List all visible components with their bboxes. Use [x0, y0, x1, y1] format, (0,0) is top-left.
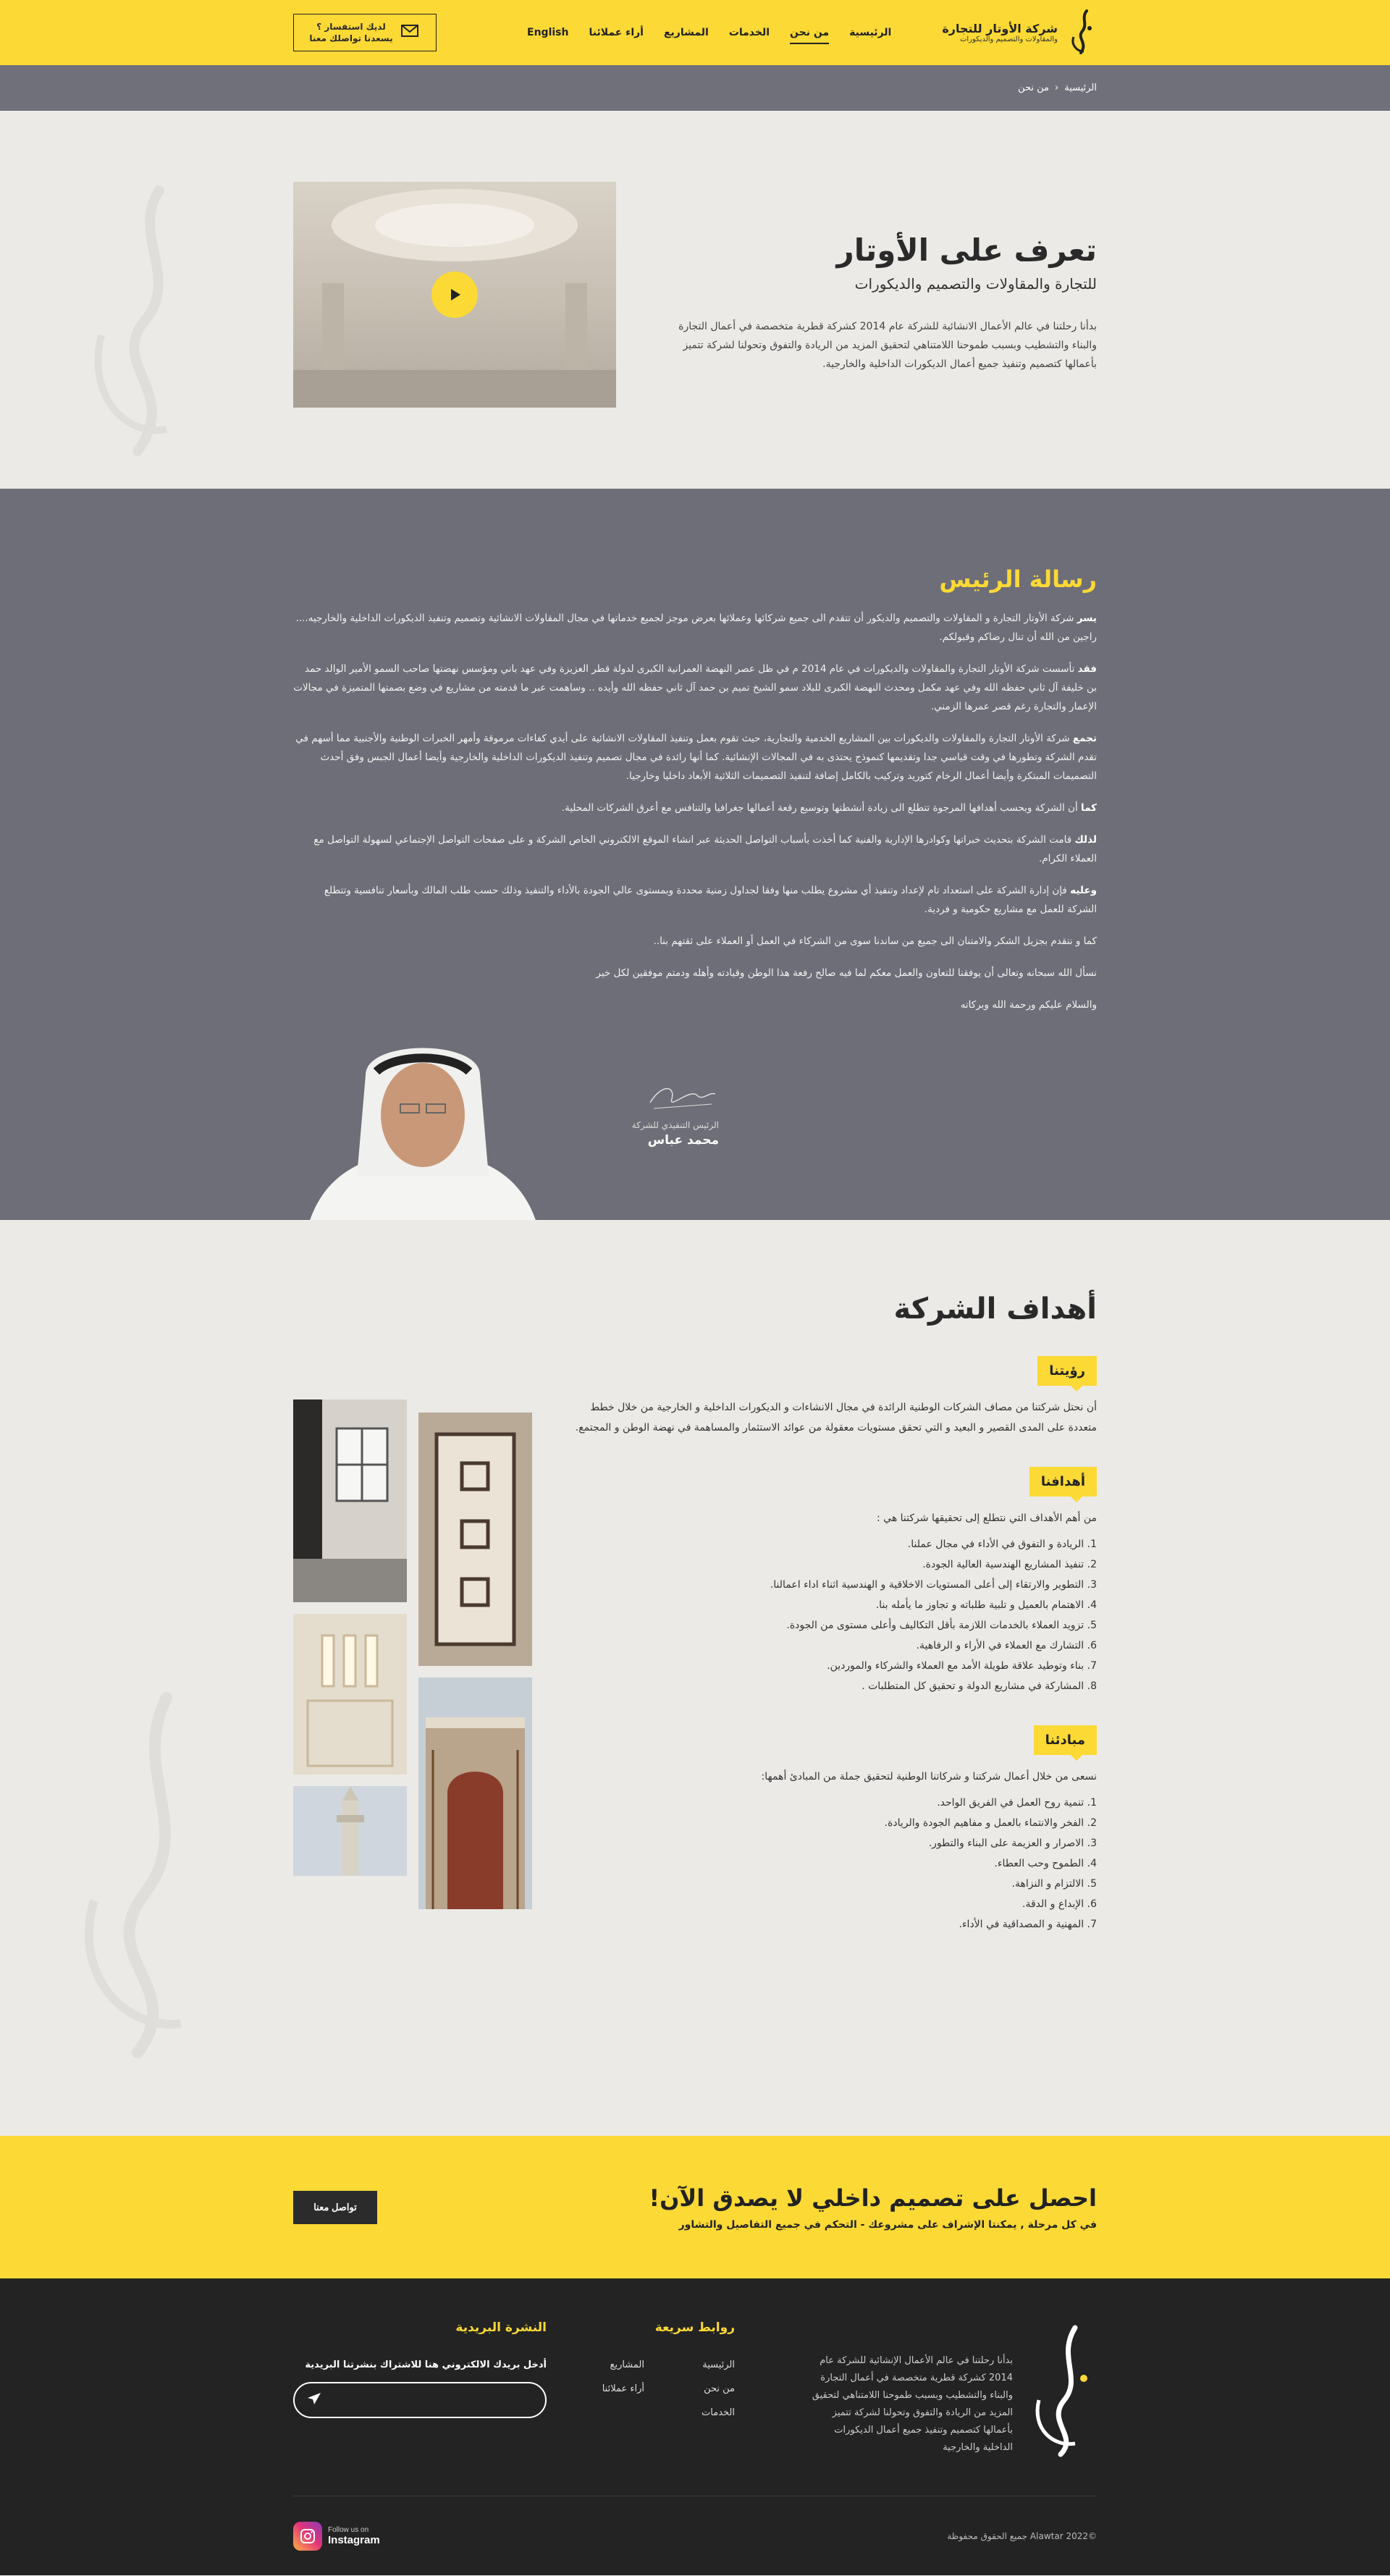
copyright-text: ©2022 Alawtar جميع الحقوق محفوظة	[947, 2530, 1097, 2541]
chairman-paragraph: لذلك قامت الشركة بتحديث خبراتها وكوادرها الإدارية والفنية كما أخذت بأسباب التواصل الحديثة عبر انشاء الموقع الالكتروني الخاص الشركة و على صفحات التواصل الإجتماعي لسهولة التواصل مع العملاء الكرام.	[313, 834, 1097, 864]
instagram-link[interactable]	[293, 2522, 380, 2551]
objectives-intro: من أهم الأهداف التي نتطلع إلى تحقيقها شركتنا هي :	[876, 1512, 1097, 1524]
chairman-paragraph: كما و نتقدم بجزيل الشكر والامتنان الى جميع من ساندنا سوى من الشركاء في العمل أو العملاء على ثقتهم بنا..	[653, 935, 1097, 947]
chairman-photo	[293, 1032, 552, 1220]
list-item: 7. بناء وتوطيد علاقة طويلة الأمد مع العملاء والشركاء والموردين.	[827, 1660, 1097, 1672]
cta-title: احصل على تصميم داخلي لا يصدق الآن!	[649, 2184, 1097, 2212]
nav-projects[interactable]: المشاريع	[663, 27, 709, 38]
site-header	[0, 0, 1390, 65]
logo-title: شركة الأوتار للتجارة	[942, 22, 1058, 35]
newsletter-email-input[interactable]	[322, 2395, 534, 2406]
footer-logo-icon	[1024, 2320, 1097, 2458]
objectives-list	[568, 1534, 1097, 1696]
chairman-title: رسالة الرئيس	[939, 565, 1097, 593]
footer-link-testimonials[interactable]: أراء عملائنا	[602, 2383, 644, 2394]
newsletter-label: أدخل بريدك الالكتروني هنا للاشتراك بنشرتنا البريدية	[305, 2360, 547, 2370]
play-button[interactable]	[431, 272, 478, 318]
list-item: 5. الالتزام و النزاهة.	[1011, 1878, 1097, 1890]
list-item: 8. المشاركة في مشاريع الدولة و تحقيق كل المتطلبات .	[862, 1680, 1097, 1692]
quick-links-title: روابط سريعة	[654, 2320, 735, 2335]
inquiry-line2: يسعدنا تواصلك معنا	[309, 33, 393, 43]
nav-home[interactable]: الرئيسية	[849, 27, 892, 38]
chairman-section	[0, 489, 1390, 1220]
about-title: تعرف على الأوتار	[836, 232, 1097, 268]
gallery-image-building[interactable]	[418, 1678, 532, 1909]
site-logo[interactable]	[942, 7, 1097, 58]
gallery-image-gypsum[interactable]	[293, 1614, 407, 1775]
principles-list	[568, 1793, 1097, 1935]
logo-calligraphy-icon	[1065, 7, 1097, 58]
about-text: بدأنا رحلتنا في عالم الأعمال الانشائية للشركة عام 2014 كشركة قطرية متخصصة في أعمال التجارة والبناء والتشطيب وبسبب طموحنا اللامتناهي لتحقيق المزيد من الريادة والتفوق وتحولنا لشركة تتميز بأعمالها كتصميم وتنفيذ جميع أعمال الديكورات الداخلية والخارجية.	[678, 321, 1097, 370]
newsletter-form	[293, 2382, 547, 2418]
play-icon	[446, 286, 463, 303]
chairman-paragraph: نسأل الله سبحانه وتعالى أن يوفقنا للتعاون والعمل معكم لما فيه صالح رفعة هذا الوطن وقيادته وأهله ودمتم موفقين لكل خير	[596, 967, 1097, 979]
chairman-role: الرئيس التنفيذي للشركة	[631, 1120, 719, 1130]
footer-link-services[interactable]: الخدمات	[702, 2407, 735, 2418]
footer-link-home[interactable]: الرئيسية	[702, 2360, 735, 2370]
vision-tag: رؤيتنا	[1037, 1356, 1097, 1386]
instagram-follow-label: Follow us on	[328, 2525, 369, 2534]
cta-subtitle: في كل مرحلة , يمكنتا الإشراف على مشروعك - التحكم في جميع التفاصيل والتشاور	[678, 2218, 1097, 2231]
chevron-left-icon: ‹	[1055, 83, 1059, 93]
principles-tag: مبادئنا	[1034, 1725, 1097, 1755]
list-item: 5. تزويد العملاء بالخدمات اللازمة بأقل التكاليف وأعلى مستوى من الجودة.	[786, 1620, 1097, 1631]
footer-link-projects[interactable]: المشاريع	[610, 2360, 644, 2370]
send-icon[interactable]	[306, 2391, 322, 2409]
chairman-paragraph: كما أن الشركة وبحسب أهدافها المرجوة تتطلع الى زيادة أنشطتها وتوسيع رقعة أعمالها جغرافيا والتنافس مع أعرق الشركات المحلية.	[561, 802, 1097, 814]
inquiry-button[interactable]	[293, 14, 437, 51]
about-section	[0, 111, 1390, 489]
nav-services[interactable]: الخدمات	[728, 27, 770, 38]
gallery-image-minaret[interactable]	[293, 1786, 407, 1876]
chairman-paragraph: فقد تأسست شركة الأوتار التجارة والمقاولات والديكورات في عام 2014 م في ظل عصر النهضة العمرانية الكبرى لدولة قطر العزيزة وفي عهد باني ومؤسس نهضتها صاحب السمو الأمير الوالد حمد بن خليفة آل ثاني حفظه الله وفي عهد مكمل ومحدث النهضة الكبرى للبلاد سمو الشيخ تميم بن حمد آل ثاني حفظه الله وأيده .. وساهمت عبر ما قدمته من مشاريع في وضع بصمتها المتميزة في مجالات الإعمار والتجارة رغم قصر عمرها الزمني.	[293, 663, 1097, 712]
goals-section	[0, 1220, 1390, 2136]
chairman-paragraph: تجمع شركة الأوتار التجارة والمقاولات والديكورات بين المشاريع الخدمية والتجارية، حيث تقوم بعمل وتنفيذ المقاولات الانشائية على أيدي كفاءات مرموقة وأمهر الخبرات الوطنية والأجنبية مما أسهم في تقدم الشركة وتطورها في وقت قياسي جدا وتقديمها كنموذج يحتذى به في المجالات الإنشائية. كما أنها رائدة في مجال تصميم وتنفيذ الديكورات الداخلية والخارجية وأيضا أعمال الجبس وفق أحدث التصميمات المبتكرة وأيضا أعمال الرخام كتوريد وتركيب بالكامل إضافة لتنفيذ التصميمات الثلاثية الأبعاد داخليا وخارجيا.	[295, 733, 1097, 782]
signature-icon	[646, 1081, 719, 1113]
nav-about[interactable]: من نحن	[790, 21, 829, 44]
nav-testimonials[interactable]: أراء عملائنا	[589, 27, 644, 38]
footer-link-about[interactable]: من نحن	[704, 2383, 735, 2394]
objectives-tag: أهدافنا	[1029, 1467, 1097, 1497]
breadcrumb-current: من نحن	[1018, 83, 1050, 93]
list-item: 6. التشارك مع العملاء في الأراء و الرفاهية.	[916, 1640, 1097, 1651]
logo-subtitle: والمقاولات والتصميم والديكورات	[959, 35, 1058, 43]
footer-about-text: بدأنا رحلتنا في عالم الأعمال الإنشائية للشركة عام 2014 كشركة قطرية متخصصة في أعمال التجارة والبناء والتشطيب وبسبب طموحنا اللامتناهي لتحقيق المزيد من الريادة والتفوق وتحولنا لشركة تتميز بأعمالها كتصميم وتنفيذ جميع أعمال الديكورات الداخلية والخارجية	[812, 2355, 1013, 2453]
list-item: 3. التطوير والارتقاء إلى أعلى المستويات الاخلاقية و الهندسية اثناء اداء اعمالنا.	[770, 1579, 1097, 1591]
chairman-paragraph: يسر شركة الأوتار التجارة و المقاولات والتصميم والديكور أن تتقدم الى جميع شركائها وعملائها بعرض موجز لجميع خدماتها في مجال المقاولات الانشائية وتصميم وتنفيذ الديكورات الداخلية والخارجيه.... راجين من الله أن تنال رضاكم وقبولكم.	[295, 613, 1097, 643]
mail-icon	[400, 23, 421, 42]
chairman-name: محمد عباس	[647, 1133, 719, 1148]
principles-intro: نسعى من خلال أعمال شركتنا و شركاتنا الوطنية لتحقيق جملة من المبادئ أهمها:	[761, 1771, 1097, 1782]
chairman-paragraph: وعليه فإن إدارة الشركة على استعداد تام لإعداد وتنفيذ أي مشروع يطلب منها وفقا لجداول زمنية محددة وبمستوى عالي الجودة بالأداء والتنفيذ وذلك حسب طلب المالك وبأسعار تنافسية وتتطلع الشركة للعمل مع مشاريع حكومية و فردية.	[324, 885, 1097, 915]
contact-us-button[interactable]: تواصل معنا	[293, 2191, 377, 2224]
chairman-signature-block	[574, 1081, 719, 1220]
cta-banner	[0, 2136, 1390, 2278]
list-item: 3. الاصرار و العزيمة على البناء والتطور.	[928, 1838, 1097, 1849]
newsletter-title: النشرة البريدية	[455, 2320, 547, 2335]
main-nav	[527, 21, 891, 44]
list-item: 7. المهنية و المصداقية في الأداء.	[959, 1919, 1097, 1930]
list-item: 1. الريادة و التفوق في الأداء في مجال عملنا.	[907, 1539, 1097, 1550]
instagram-label: Instagram	[328, 2533, 380, 2546]
inquiry-line1: لديك استفسار ؟	[316, 22, 386, 32]
list-item: 4. الطموح وحب العطاء.	[994, 1858, 1097, 1869]
chairman-paragraph: والسلام عليكم ورحمة الله وبركاته	[960, 999, 1097, 1011]
language-switch[interactable]: English	[527, 27, 569, 38]
goals-title: أهداف الشركة	[893, 1292, 1097, 1326]
calligraphy-watermark-icon	[72, 176, 217, 466]
calligraphy-watermark-icon	[65, 1683, 224, 2060]
vision-text: أن نحتل شركتنا من مصاف الشركات الوطنية الرائدة في مجال الانشاءات و الديكورات الداخلية و الخارجية من خلال خطط متعددة على المدى القصير و البعيد و التي تحقق مستويات معقولة من عوائد الاستثمار والمساهمة في نهضة الوطن و المجتمع.	[575, 1402, 1097, 1434]
breadcrumb-home[interactable]: الرئيسية	[1064, 83, 1097, 93]
list-item: 4. الاهتمام بالعميل و تلبية طلباته و تجاوز ما يأمله بنا.	[875, 1599, 1097, 1611]
list-item: 2. الفخر والانتماء بالعمل و مفاهيم الجودة والريادة.	[884, 1817, 1097, 1829]
list-item: 1. تنمية روح العمل في الفريق الواحد.	[937, 1797, 1097, 1809]
breadcrumb	[0, 65, 1390, 111]
list-item: 2. تنفيذ المشاريع الهندسية العالية الجودة.	[922, 1559, 1097, 1570]
gallery-image-window[interactable]	[293, 1399, 407, 1602]
gallery-image-door[interactable]	[418, 1413, 532, 1666]
list-item: 6. الإبداع و الدقة.	[1022, 1898, 1097, 1910]
about-video[interactable]	[293, 182, 616, 408]
project-gallery	[293, 1399, 532, 1963]
site-footer	[0, 2278, 1390, 2575]
about-subtitle: للتجارة والمقاولات والتصميم والديكورات	[854, 275, 1097, 292]
instagram-icon	[293, 2522, 322, 2551]
